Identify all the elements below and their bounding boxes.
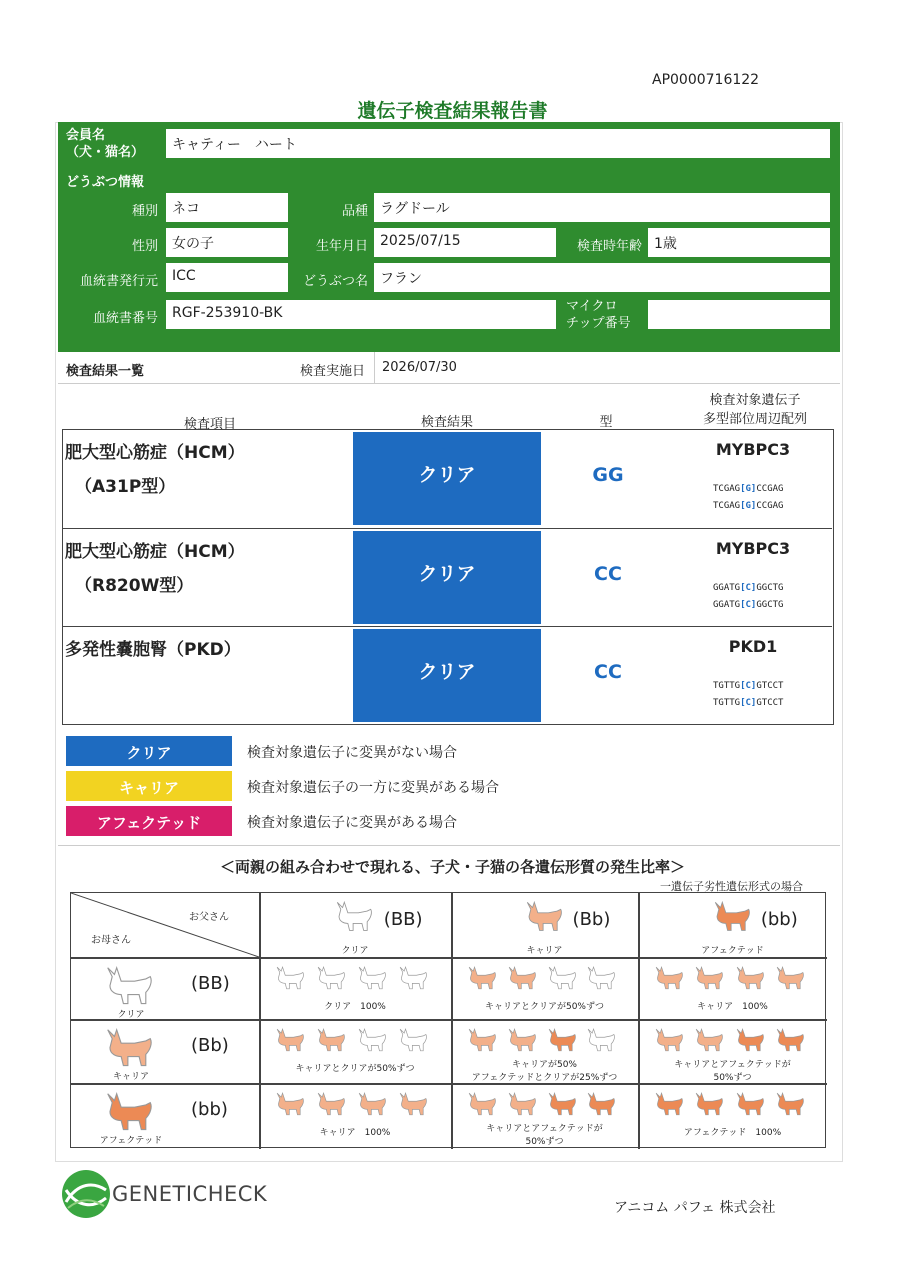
mother-caption: アフェクテッド [99,1136,163,1146]
legend-carrier-badge: キャリア [66,771,232,801]
offspring-cat-icon [584,963,618,990]
sex-field[interactable]: 女の子 [166,228,288,257]
offspring-cat-icon [773,1025,807,1052]
microchip-label: マイクロ チップ番号 [566,299,631,331]
age-label: 検査時年齢 [576,239,642,254]
offspring-ratio: キャリアとアフェクテッドが 50%ずつ [674,1060,791,1083]
microchip-field[interactable] [648,300,830,329]
animal-name-label: どうぶつ名 [302,274,368,289]
offspring-cat-icon [314,1025,348,1052]
offspring-cat-icon [273,1025,307,1052]
father-caption: アフェクテッド [701,946,764,956]
offspring-cat-icon [733,1089,767,1116]
mother-cat-icon [101,1023,157,1068]
species-label: 種別 [131,204,158,219]
test-item: 肥大型心筋症（HCM） （R820W型） [65,542,245,596]
inheritance-title: ＜両親の組み合わせで現れる、子犬・子猫の各遺伝形質の発生比率＞ [219,858,685,876]
animal-name-field[interactable]: フラン [374,263,830,292]
sequence-2: TCGAG[G]CCGAG [713,501,784,511]
offspring-cat-icon [545,963,579,990]
offspring-cat-icon [505,963,539,990]
gene-name: PKD1 [728,637,778,656]
offspring-cat-icon [505,1089,539,1116]
column-result: 検査結果 [420,415,473,430]
father-cat-icon [522,897,566,932]
offspring-ratio: キャリアが50% アフェクテッドとクリアが25%ずつ [471,1060,618,1083]
offspring-cat-icon [652,1025,686,1052]
sequence-1: GGATG[C]GGCTG [713,583,784,593]
sex-label: 性別 [131,239,158,254]
offspring-cat-icon [314,1089,348,1116]
sequence-1: TCGAG[G]CCGAG [713,484,784,494]
offspring-cat-icon [465,1089,499,1116]
father-label: お父さん [189,912,229,923]
offspring-ratio: キャリア 100% [697,1002,768,1012]
offspring-ratio: キャリアとクリアが50%ずつ [295,1064,415,1074]
offspring-cat-icon [355,963,389,990]
result-badge: クリア [353,531,541,624]
father-genotype: (BB) [383,909,423,930]
birth-field[interactable]: 2025/07/15 [374,228,556,257]
offspring-cat-icon [465,963,499,990]
result-row [63,430,832,528]
offspring-cat-icon [733,963,767,990]
offspring-cat-icon [652,1089,686,1116]
genetichck-logo [60,1168,112,1224]
sequence-1: TGTTG[C]GTCCT [713,681,784,691]
report-title: 遺伝子検査結果報告書 [357,100,548,122]
inheritance-note: 一遺伝子劣性遺伝形式の場合 [660,880,803,893]
offspring-cat-icon [692,963,726,990]
offspring-cat-icon [652,963,686,990]
offspring-cat-icon [692,1025,726,1052]
father-caption: クリア [341,946,369,956]
genotype: GG [592,464,624,486]
offspring-cat-icon [733,1025,767,1052]
father-caption: キャリア [526,946,563,956]
result-badge: クリア [353,432,541,525]
offspring-cat-icon [273,963,307,990]
results-list-label: 検査結果一覧 [66,364,145,379]
offspring-cat-icon [355,1025,389,1052]
mother-label: お母さん [91,935,131,946]
legend-affected-badge: アフェクテッド [66,806,232,836]
offspring-cat-icon [465,1025,499,1052]
offspring-cat-icon [545,1025,579,1052]
test-date-value: 2026/07/30 [382,360,457,375]
mother-caption: クリア [117,1010,145,1020]
legend-affected-desc: 検査対象遺伝子に変異がある場合 [247,815,457,831]
mother-cat-icon [101,961,157,1006]
result-badge: クリア [353,629,541,722]
offspring-cat-icon [584,1089,618,1116]
pedigree-number-field[interactable]: RGF-253910-BK [166,300,556,329]
animal-info-panel [58,122,840,352]
father-genotype: (bb) [760,909,798,930]
offspring-cat-icon [396,1089,430,1116]
offspring-ratio: キャリアとクリアが50%ずつ [484,1002,604,1012]
offspring-ratio: キャリアとアフェクテッドが 50%ずつ [486,1124,603,1147]
animal-section-label: どうぶつ情報 [66,175,145,190]
offspring-ratio: アフェクテッド 100% [683,1128,782,1138]
legend-clear-desc: 検査対象遺伝子に変異がない場合 [247,745,457,761]
column-gene: 検査対象遺伝子 多型部位周辺配列 [702,393,807,427]
test-item: 肥大型心筋症（HCM） （A31P型） [65,443,245,497]
mother-genotype: (bb) [191,1099,228,1120]
document-id: AP0000716122 [652,72,760,88]
age-field[interactable]: 1歳 [648,228,830,257]
father-cat-icon [332,897,376,932]
genotype: CC [594,563,622,585]
pedigree-number-label: 血統書番号 [92,311,158,326]
father-genotype: (Bb) [572,909,611,930]
offspring-ratio: クリア 100% [324,1002,386,1012]
logo-text: GENETICHECK [112,1182,268,1206]
offspring-cat-icon [545,1089,579,1116]
mother-genotype: (Bb) [191,1035,229,1056]
father-cat-icon [710,897,754,932]
test-date-label: 検査実施日 [300,364,366,379]
result-row [63,626,832,724]
genotype: CC [594,661,622,683]
offspring-cat-icon [584,1025,618,1052]
member-label: 会員名 （犬・猫名） [66,128,145,160]
results-header [58,352,840,384]
offspring-cat-icon [505,1025,539,1052]
offspring-cat-icon [692,1089,726,1116]
column-item: 検査項目 [183,417,236,432]
result-row [63,528,832,626]
pedigree-issuer-field[interactable]: ICC [166,263,288,292]
member-name-field[interactable]: キャティー ハート [166,129,830,158]
mother-cat-icon [101,1087,157,1132]
offspring-cat-icon [355,1089,389,1116]
sequence-2: TGTTG[C]GTCCT [713,698,784,708]
test-item: 多発性嚢胞腎（PKD） [65,640,241,660]
legend-carrier-desc: 検査対象遺伝子の一方に変異がある場合 [247,780,499,796]
offspring-ratio: キャリア 100% [319,1128,391,1138]
sequence-2: GGATG[C]GGCTG [713,600,784,610]
column-type: 型 [599,415,613,430]
offspring-cat-icon [396,1025,430,1052]
offspring-cat-icon [273,1089,307,1116]
offspring-cat-icon [773,1089,807,1116]
legend-clear-badge: クリア [66,736,232,766]
offspring-cat-icon [773,963,807,990]
birth-label: 生年月日 [315,239,368,254]
offspring-cat-icon [314,963,348,990]
breed-field[interactable]: ラグドール [374,193,830,222]
breed-label: 品種 [341,204,368,219]
gene-name: MYBPC3 [715,539,791,558]
mother-genotype: (BB) [191,973,230,994]
company-name: アニコム パフェ 株式会社 [614,1200,776,1216]
species-field[interactable]: ネコ [166,193,288,222]
pedigree-issuer-label: 血統書発行元 [79,274,158,289]
inheritance-grid [70,892,826,1148]
gene-name: MYBPC3 [715,440,791,459]
mother-caption: キャリア [112,1072,149,1082]
results-table [62,429,834,725]
offspring-cat-icon [396,963,430,990]
